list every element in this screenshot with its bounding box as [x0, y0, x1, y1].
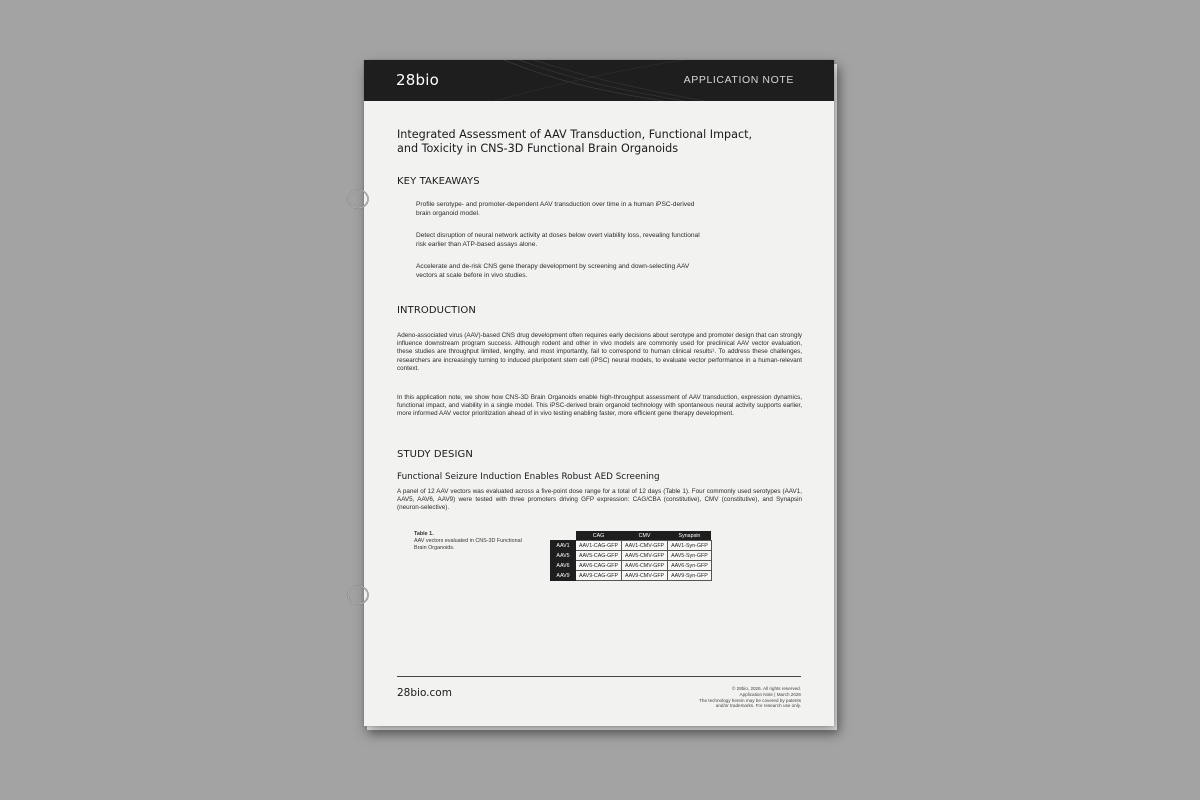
- table-cell: AAV5-CAG-GFP: [576, 551, 622, 561]
- column-header: Synapsin: [668, 531, 712, 541]
- table-cell: AAV6-Syn-GFP: [668, 561, 712, 571]
- introduction-paragraph: In this application note, we show how CNS-3D Brain Organoids enable high-throughput assessment of AAV transduction, expression dynamics, functional impact, and viability in a single model. This iPSC-derived brain organoid technology with spontaneous neural activity supports earlier, more informed AAV vector prioritization ahead of in vivo testing enabling faster, more efficient gene therapy development.: [397, 394, 802, 418]
- row-header: AAV6: [551, 561, 576, 571]
- aav-vector-table: [550, 531, 712, 581]
- table-caption: [414, 531, 524, 551]
- table-cell: AAV6-CMV-GFP: [622, 561, 668, 571]
- table-caption-text: AAV vectors evaluated in CNS-3D Functional Brain Organoids.: [414, 537, 522, 551]
- document-title: Integrated Assessment of AAV Transduction, Functional Impact, and Toxicity in CNS-3D Functional Brain Organoids: [397, 128, 753, 155]
- column-header: CMV: [622, 531, 668, 541]
- table-cell: AAV5-CMV-GFP: [622, 551, 668, 561]
- introduction-paragraph: Adeno-associated virus (AAV)-based CNS drug development often requires early decisions about serotype and promoter design that can strongly influence downstream program success. Although rodent and other in vivo models are commonly used for preclinical AAV vector evaluation, these studies are throughput limited, lengthy, and most importantly, fail to correspond to human clinical results¹. To address these challenges, researchers are increasingly turning to induced pluripotent stem cell (iPSC) neural models, to evaluate vector performance in a human-relevant context.: [397, 332, 802, 372]
- table-cell: AAV9-CMV-GFP: [622, 571, 668, 581]
- footer-legal-text: [641, 686, 801, 709]
- study-design-heading: STUDY DESIGN: [397, 449, 473, 460]
- takeaway-item: Detect disruption of neural network activity at doses below overt viability loss, revealing functional risk earlier than ATP-based assays alone.: [416, 232, 700, 248]
- table-corner: [551, 531, 576, 541]
- takeaway-item: Profile serotype- and promoter-dependent AAV transduction over time in a human iPSC-derived brain organoid model.: [416, 201, 695, 217]
- table-cell: AAV5-Syn-GFP: [668, 551, 712, 561]
- table-cell: AAV1-CMV-GFP: [622, 541, 668, 551]
- introduction-heading: INTRODUCTION: [397, 305, 476, 316]
- application-note-page: [364, 60, 834, 726]
- legal-line: The technology herein may be covered by patents: [699, 697, 801, 703]
- table-cell: AAV9-CAG-GFP: [576, 571, 622, 581]
- study-design-subheading: Functional Seizure Induction Enables Robust AED Screening: [397, 472, 660, 482]
- study-design-paragraph: A panel of 12 AAV vectors was evaluated across a five-point dose range for a total of 12 days (Table 1). Four commonly used serotypes (AAV1, AAV5, AAV6, AAV9) were tested with three promoters driving GFP expression: CAG/CBA (constitutive), CMV (constitutive), and Synapsin (neuron-selective).: [397, 488, 802, 512]
- key-takeaways-heading: KEY TAKEAWAYS: [397, 176, 480, 187]
- binder-ring-icon: [344, 184, 374, 214]
- column-header: CAG: [576, 531, 622, 541]
- takeaway-item: Accelerate and de-risk CNS gene therapy development by screening and down-selecting AAV vectors at scale before in vivo studies.: [416, 263, 690, 279]
- table-cell: AAV1-Syn-GFP: [668, 541, 712, 551]
- legal-line: Application Note | March 2026: [739, 691, 801, 697]
- row-header: AAV1: [551, 541, 576, 551]
- table-caption-title: Table 1.: [414, 531, 434, 537]
- header-band: [364, 60, 834, 101]
- legal-line: and/or trademarks. For research use only.: [715, 703, 801, 709]
- footer-divider: [397, 676, 801, 677]
- company-logo: 28bio: [396, 71, 439, 89]
- legal-line: © 28bio, 2026. All rights reserved.: [731, 686, 801, 691]
- table-cell: AAV9-Syn-GFP: [668, 571, 712, 581]
- row-header: AAV5: [551, 551, 576, 561]
- row-header: AAV9: [551, 571, 576, 581]
- table-row: [551, 561, 712, 571]
- table-row: [551, 541, 712, 551]
- binder-ring-icon: [344, 580, 374, 610]
- table-cell: AAV1-CAG-GFP: [576, 541, 622, 551]
- footer-website: 28bio.com: [397, 687, 452, 699]
- table-row: [551, 571, 712, 581]
- table-cell: AAV6-CAG-GFP: [576, 561, 622, 571]
- document-type-label: APPLICATION NOTE: [683, 74, 794, 86]
- table-row: [551, 551, 712, 561]
